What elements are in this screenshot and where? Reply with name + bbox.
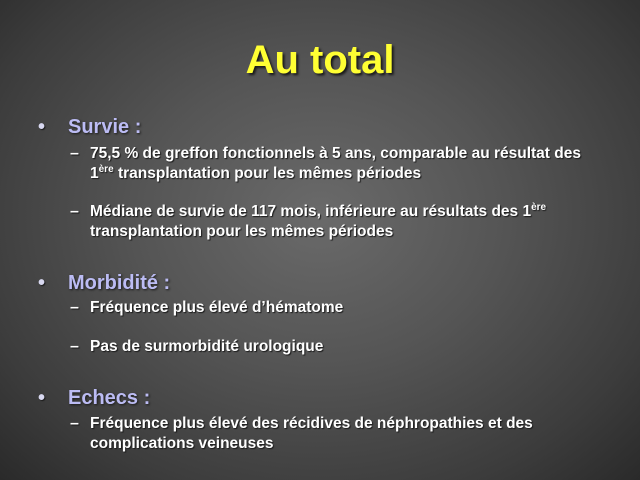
superscript: ère (531, 201, 547, 213)
bullet-icon: • (38, 272, 46, 294)
sub-item-text-part: transplantation pour les mêmes périodes (90, 223, 394, 240)
section-heading-morbidite: Morbidité : (68, 272, 171, 294)
dash-icon: – (70, 415, 79, 432)
sub-item-text-part: transplantation pour les mêmes périodes (113, 165, 422, 182)
dash-icon: – (70, 203, 79, 220)
dash-icon: – (70, 145, 79, 162)
slide-title: Au total (245, 38, 395, 82)
section-heading-echecs: Echecs : (68, 387, 151, 409)
dash-icon: – (70, 299, 79, 316)
sub-item-text (90, 144, 595, 184)
sub-item-text: Fréquence plus élevé des récidives de néphropathies et des complications veineuses (90, 415, 533, 452)
sub-item-text (90, 202, 595, 242)
sub-item-text: Fréquence plus élevé d’hématome (90, 299, 344, 316)
superscript: ère (98, 163, 114, 175)
bullet-icon: • (38, 387, 46, 409)
bullet-icon: • (38, 116, 46, 138)
sub-item-text-part: 75,5 % de greffon fonctionnels à 5 ans, comparable au résultat des 1 (90, 145, 581, 182)
section-heading-survie: Survie : (68, 116, 142, 138)
sub-item-text: Pas de surmorbidité urologique (90, 338, 324, 355)
dash-icon: – (70, 338, 79, 355)
sub-item-text-part: Médiane de survie de 117 mois, inférieure au résultats des 1 (90, 203, 532, 220)
